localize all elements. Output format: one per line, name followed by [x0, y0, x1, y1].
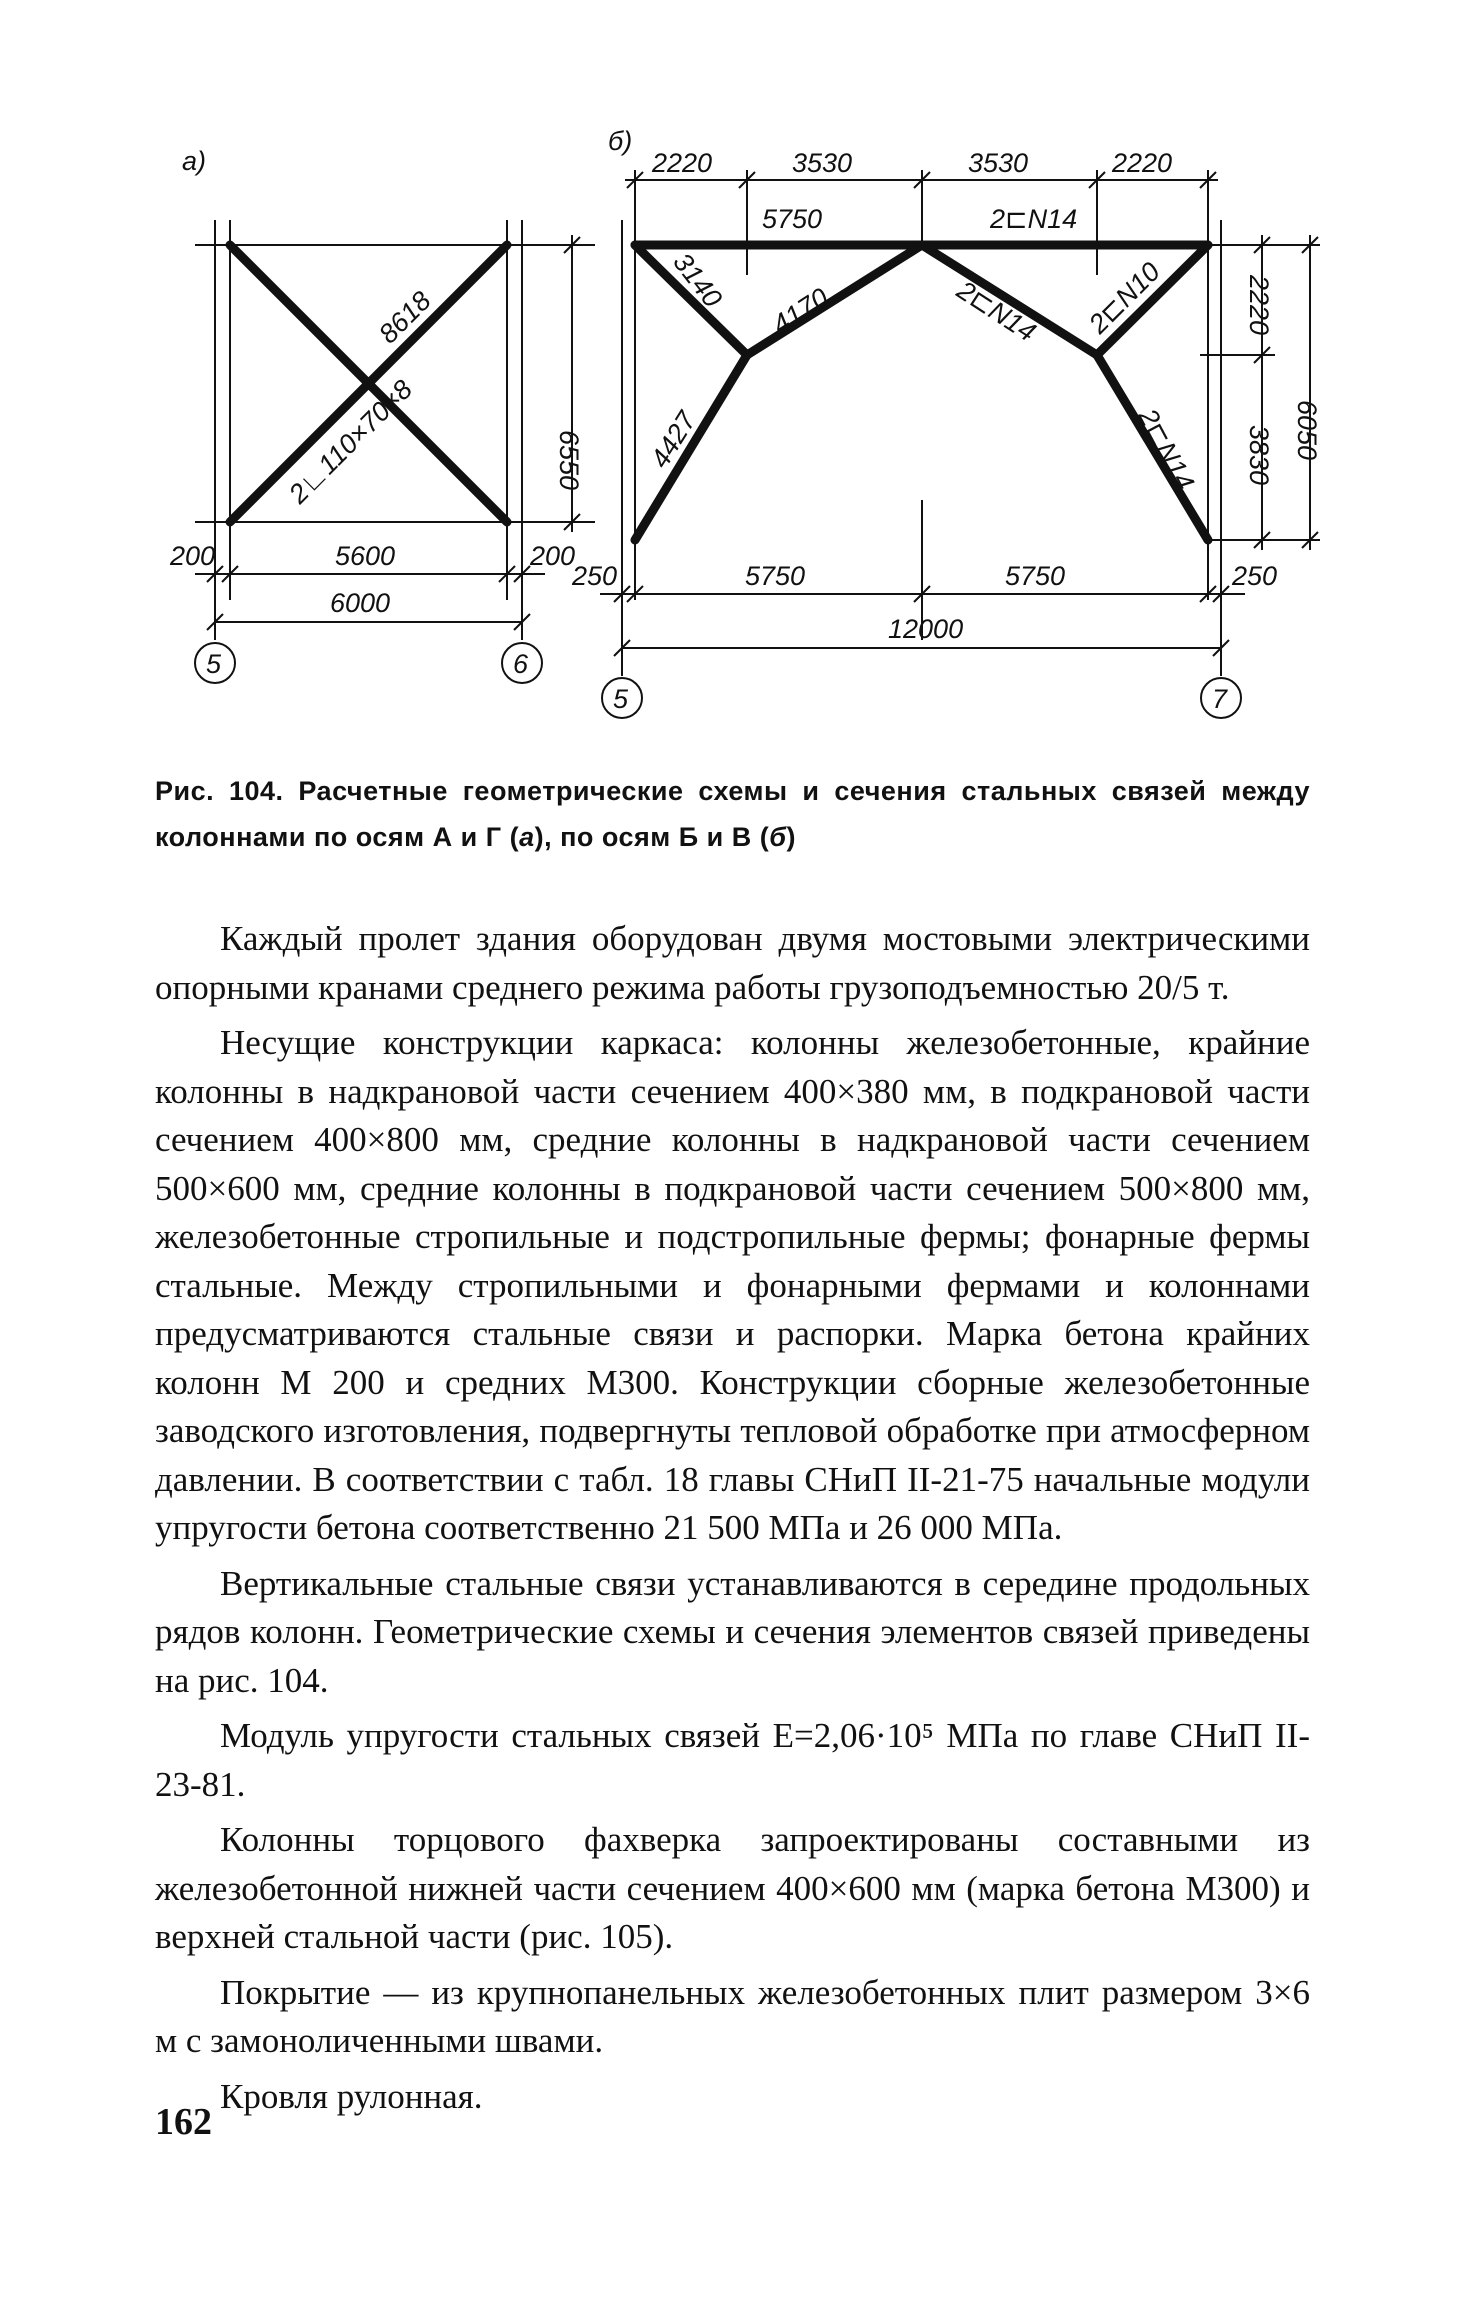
caption-number: Рис. 104.: [155, 776, 284, 806]
panel-b-bottom-right: 5750: [1005, 561, 1066, 591]
panel-b-label-4427: 4427: [644, 406, 702, 474]
panel-b-top-dim-3: 3530: [968, 148, 1029, 178]
panel-b-right-total: 6050: [1292, 400, 1322, 461]
panel-b-label-2n14-right: 2⊏N14: [951, 274, 1042, 348]
panel-b-label-2n14-lower: 2⊏N14: [1132, 403, 1201, 495]
panel-a: [169, 146, 595, 683]
panel-b-right-lower: 3830: [1244, 425, 1274, 486]
paragraph-3: Вертикальные стальные связи устанавливаются в середине продольных рядов колонн. Геометрические схемы и сечения элементов связей приведены на рис. 104.: [155, 1563, 1310, 1700]
panel-a-total-span: 6000: [330, 588, 391, 618]
panel-b-label: б): [608, 126, 633, 156]
panel-a-section: 2∟110×70×8: [283, 374, 419, 510]
body-text: [155, 915, 1310, 2128]
caption-text-1: Расчетные геометрические схемы и сечения стальных связей между колоннами по осям А и Г (: [155, 776, 1311, 852]
panel-b-total-span: 12000: [888, 614, 964, 644]
panel-b-offset-left: 250: [572, 561, 618, 591]
panel-a-height: 6550: [554, 430, 584, 491]
panel-b-top-chord-len: 5750: [762, 204, 823, 234]
panel-a-axis-left: 5: [206, 649, 222, 679]
caption-italic-b: б: [769, 822, 787, 852]
page-number: 162: [155, 2101, 212, 2143]
caption-text-3: ): [786, 822, 796, 852]
panel-b-top-dim-2: 3530: [792, 148, 853, 178]
panel-b-top-dim-4: 2220: [1112, 148, 1173, 178]
paragraph-4: Модуль упругости стальных связей E=2,06·10⁵ МПа по главе СНиП II-23-81.: [155, 1716, 1310, 1804]
panel-b-axis-left: 5: [613, 684, 629, 714]
figure-104: [0, 0, 1464, 730]
paragraph-1: Каждый пролет здания оборудован двумя мостовыми электрическими опорными кранами среднего режима работы грузоподъемностью 20/5 т.: [155, 919, 1310, 1007]
panel-a-offset-right: 200: [530, 541, 576, 571]
panel-a-diagonal-length: 8618: [373, 285, 437, 350]
panel-a-inner-span: 5600: [335, 541, 396, 571]
paragraph-7: Кровля рулонная.: [220, 2076, 483, 2116]
panel-a-offset-left: 200: [170, 541, 216, 571]
panel-b-member-4170: [747, 245, 922, 355]
paragraph-6: Покрытие — из крупнопанельных железобетонных плит размером 3×6 м с замоноличенными швами.: [155, 1972, 1310, 2060]
panel-b-label-2n10: 2⊏N10: [1083, 256, 1166, 340]
panel-a-axis-right: 6: [513, 649, 529, 679]
panel-b-top-chord-section: 2⊏N14: [990, 204, 1078, 234]
panel-b: [571, 126, 1322, 718]
panel-b-axis-right: 7: [1212, 684, 1228, 714]
panel-b-right-upper: 2220: [1244, 275, 1274, 336]
panel-b-bottom-left: 5750: [745, 561, 806, 591]
panel-b-label-3140: 3140: [667, 247, 728, 314]
panel-b-member-2n14-right: [922, 245, 1097, 355]
panel-b-label-4170: 4170: [766, 282, 834, 341]
figure-caption: [155, 768, 1310, 860]
paragraph-2: Несущие конструкции каркаса: колонны железобетонные, крайние колонны в надкрановой части сечением 400×380 мм, в подкрановой части сечением 400×800 мм, средние колонны в надкрановой части сечением 500×600 мм, средние колонны в подкрановой части сечением 500×800 мм, железобетонные стропильные и подстропильные фермы; фонарные фермы стальные. Между стропильными и фонарными фермами и колоннами предусматриваются стальные связи и распорки. Марка бетона крайних колонн М 200 и средних М300. Конструкции сборные железобетонные заводского изготовления, подвергнуты тепловой обработке при атмосферном давлении. В соответствии с табл. 18 главы СНиП II-21-75 начальные модули упругости бетона соответственно 21 500 МПа и 26 000 МПа.: [155, 1023, 1310, 1547]
paragraph-5: Колонны торцового фахверка запроектированы составными из железобетонной нижней части сечением 400×600 мм (марка бетона М300) и верхней стальной части (рис. 105).: [155, 1820, 1310, 1956]
panel-b-top-dim-1: 2220: [652, 148, 713, 178]
panel-b-offset-right: 250: [1232, 561, 1278, 591]
caption-text-2: ), по осям Б и В (: [534, 822, 770, 852]
caption-italic-a: а: [519, 822, 535, 852]
panel-a-label: а): [182, 146, 207, 176]
